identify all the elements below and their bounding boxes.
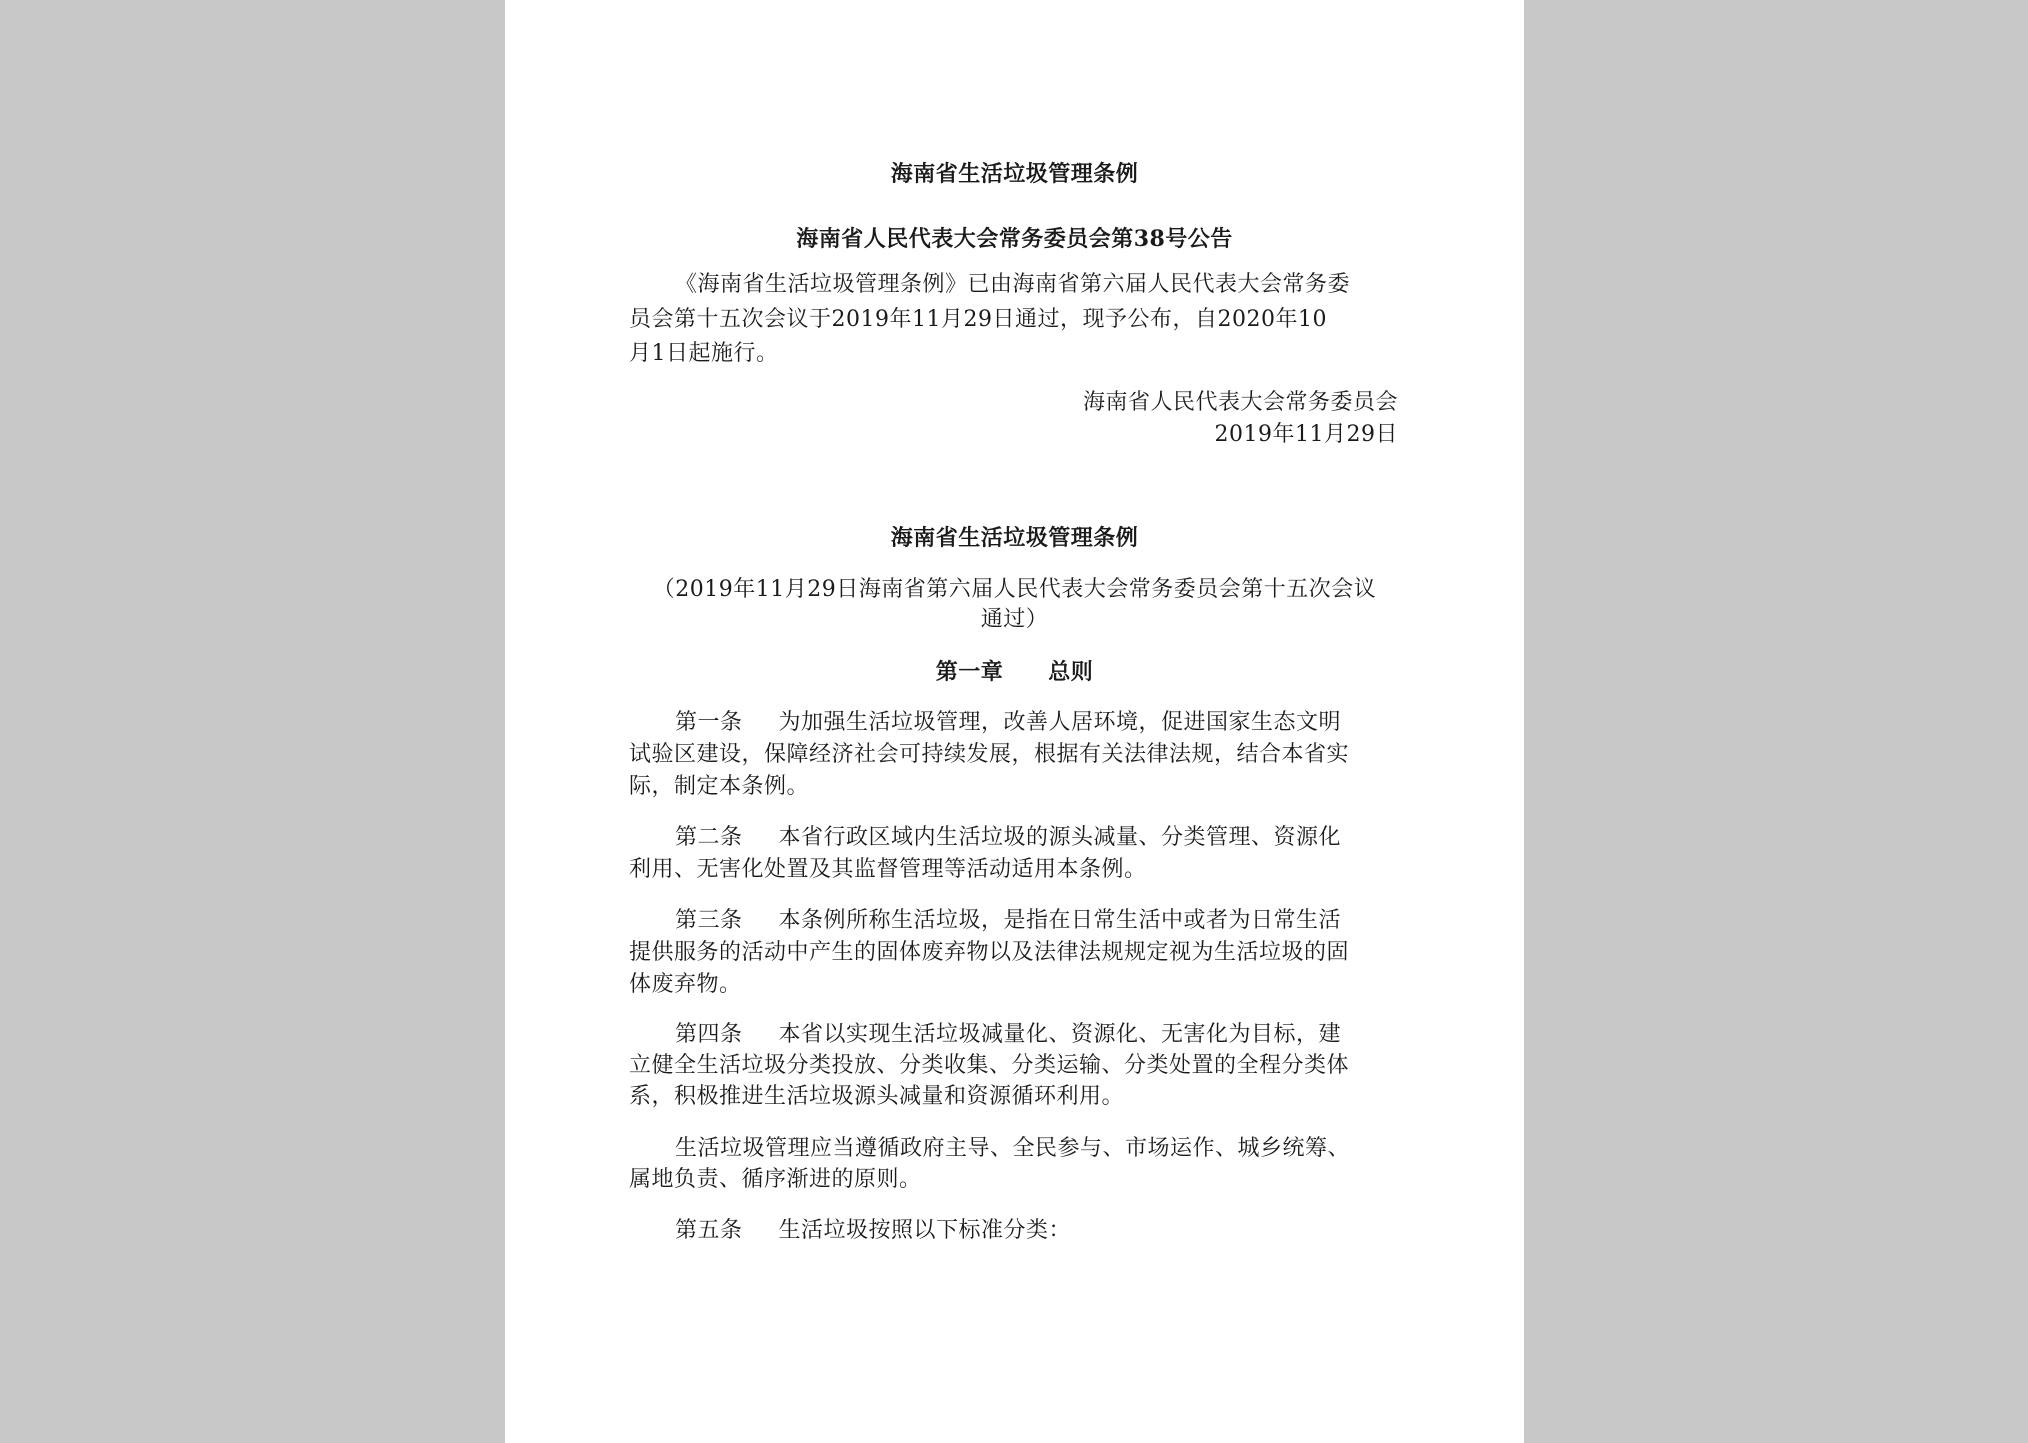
article-text: 本条例所称生活垃圾，是指在日常生活中或者为日常生活 <box>778 908 1342 933</box>
signature-date: 2019年11月29日 <box>1214 422 1398 447</box>
article-first-line <box>675 708 1341 738</box>
document-title: 海南省生活垃圾管理条例 <box>890 161 1139 187</box>
article-text: 为加强生活垃圾管理，改善人居环境，促进国家生态文明 <box>778 710 1342 735</box>
announcement-title: 海南省人民代表大会常务委员会第38号公告 <box>796 226 1233 252</box>
article-line: 系，积极推进生活垃圾源头减量和资源循环利用。 <box>629 1084 1125 1109</box>
article-line: 体废弃物。 <box>629 972 742 997</box>
chapter-title: 第一章 总则 <box>935 659 1094 685</box>
article-label: 第二条 <box>675 825 743 850</box>
paragraph-line: 生活垃圾管理应当遵循政府主导、全民参与、市场运作、城乡统筹、 <box>675 1136 1351 1161</box>
article-line: 试验区建设，保障经济社会可持续发展，根据有关法律法规，结合本省实 <box>629 742 1350 767</box>
article-text: 本省以实现生活垃圾减量化、资源化、无害化为目标，建 <box>778 1022 1342 1047</box>
article-label: 第五条 <box>675 1218 743 1243</box>
article-line: 际，制定本条例。 <box>629 774 810 799</box>
paragraph-line: 属地负责、循序渐进的原则。 <box>629 1167 922 1192</box>
article-first-line <box>675 823 1341 853</box>
announcement-line: 《海南省生活垃圾管理条例》已由海南省第六届人民代表大会常务委 <box>675 272 1351 297</box>
article-text: 本省行政区域内生活垃圾的源头减量、分类管理、资源化 <box>778 825 1342 850</box>
article-line: 利用、无害化处置及其监督管理等活动适用本条例。 <box>629 857 1147 882</box>
article-label: 第三条 <box>675 908 743 933</box>
document-page <box>505 0 1524 1443</box>
signature-org: 海南省人民代表大会常务委员会 <box>1082 390 1398 415</box>
regulation-title: 海南省生活垃圾管理条例 <box>890 525 1139 551</box>
announcement-line: 员会第十五次会议于2019年11月29日通过，现予公布，自2020年10 <box>629 307 1327 332</box>
article-first-line <box>675 1020 1341 1050</box>
article-first-line <box>675 1216 1071 1246</box>
article-text: 生活垃圾按照以下标准分类： <box>778 1218 1072 1243</box>
article-line: 提供服务的活动中产生的固体废弃物以及法律法规规定视为生活垃圾的固 <box>629 940 1350 965</box>
article-line: 立健全生活垃圾分类投放、分类收集、分类运输、分类处置的全程分类体 <box>629 1053 1350 1078</box>
article-label: 第四条 <box>675 1022 743 1047</box>
article-first-line <box>675 906 1341 936</box>
article-label: 第一条 <box>675 710 743 735</box>
adoption-note-line: （2019年11月29日海南省第六届人民代表大会常务委员会第十五次会议 <box>652 577 1377 602</box>
adoption-note-line: 通过） <box>980 607 1049 632</box>
announcement-line: 月1日起施行。 <box>629 341 779 366</box>
